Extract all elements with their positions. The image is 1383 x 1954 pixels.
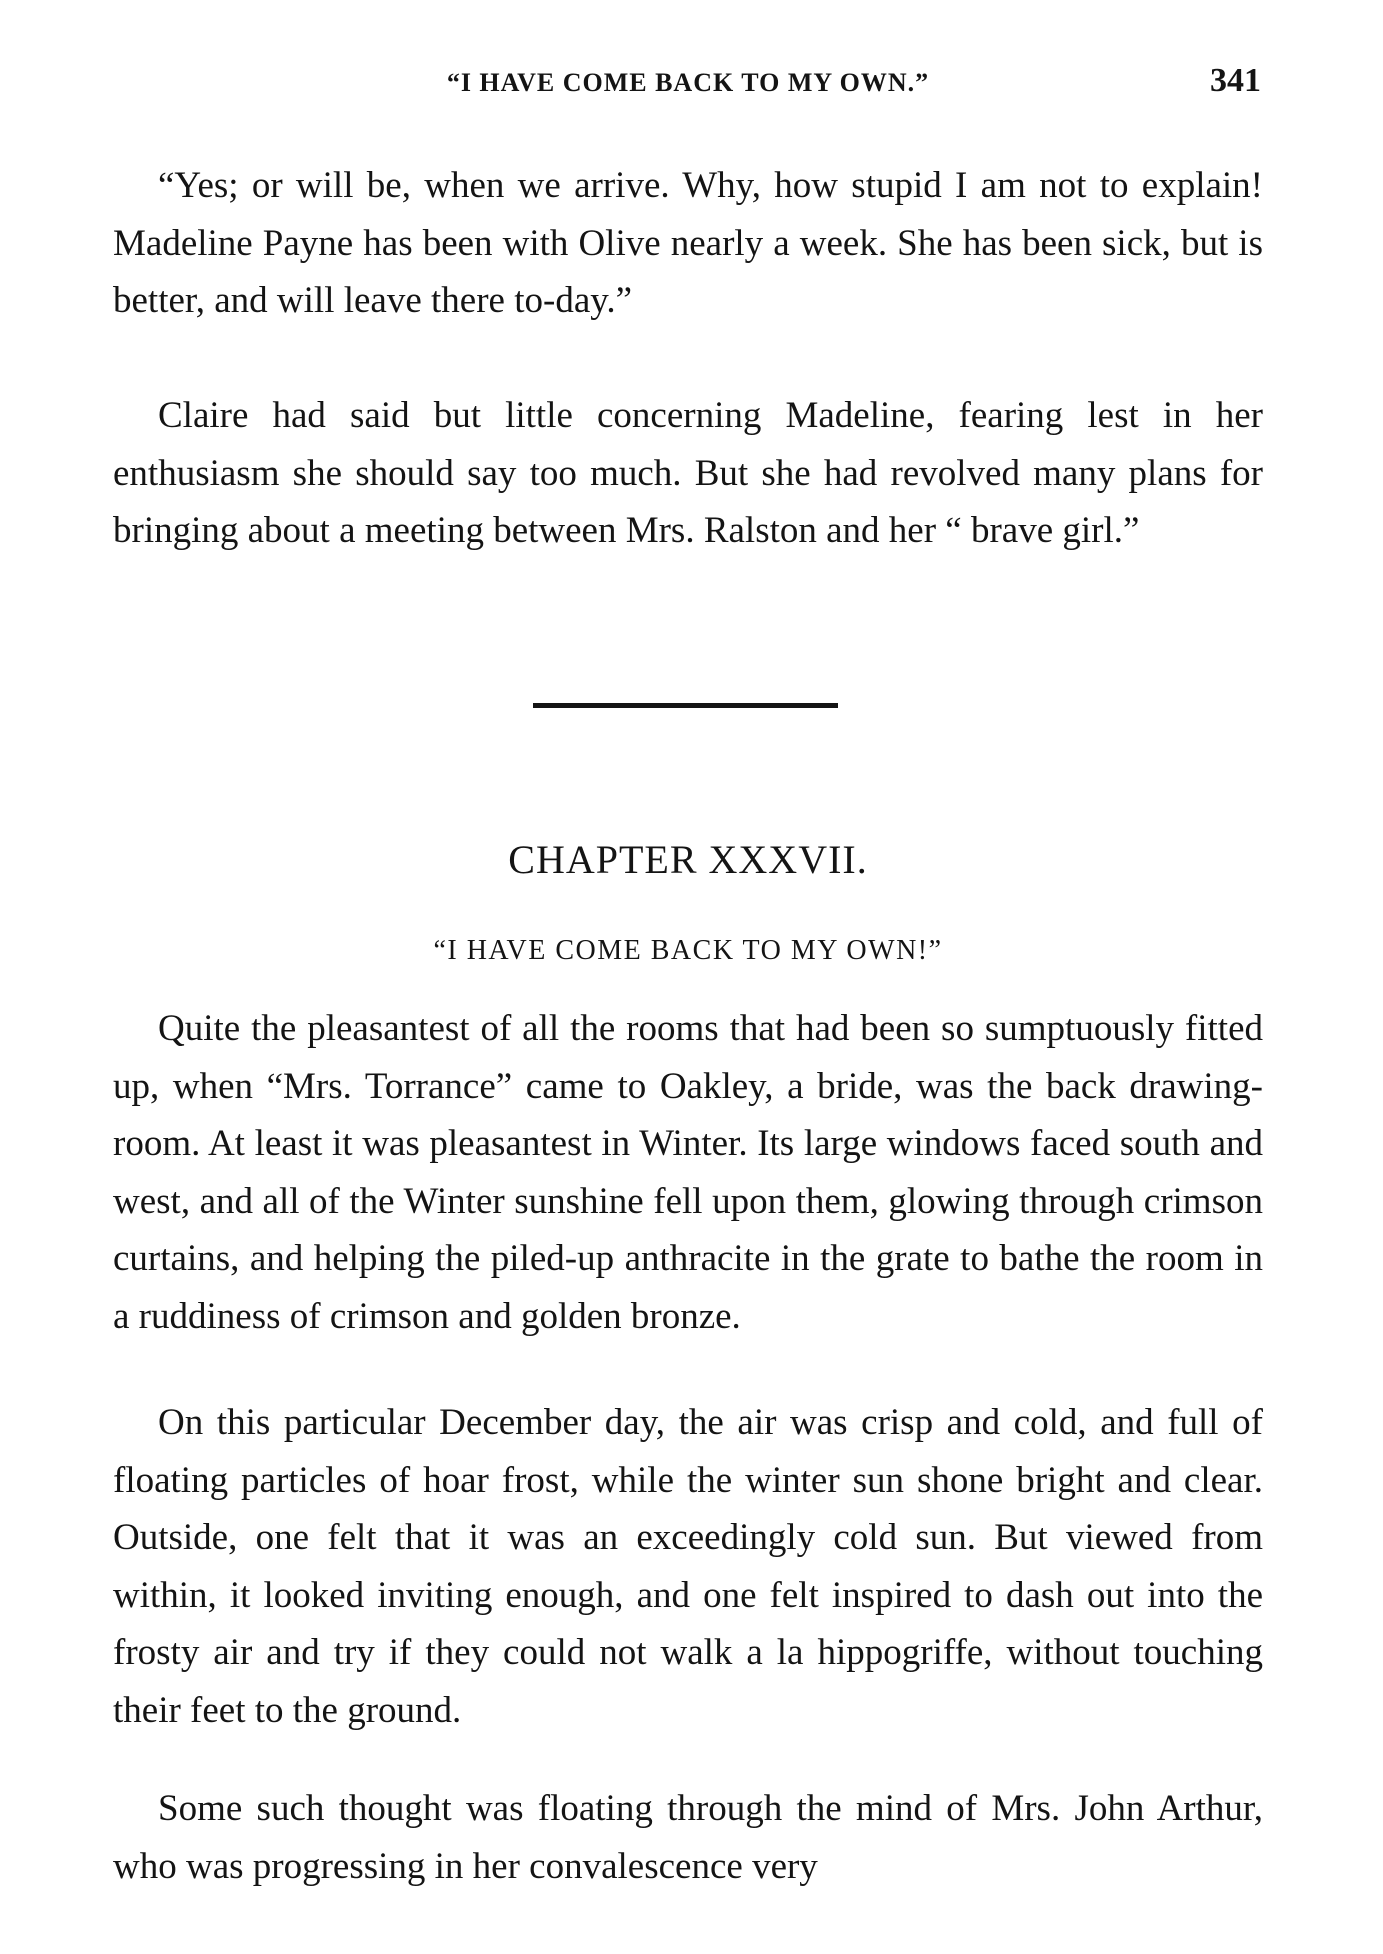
paragraph-claire: Claire had said but little concerning Madeline, fearing lest in her enthusiasm she should say too much. But she had revolved many plans for bringing about a meeting between Mrs. Ralston and her “ brave girl.” [113,395,1263,551]
page-number: 341 [1210,62,1261,99]
paragraph-december-day: On this particular December day, the air was crisp and cold, and full of floating particles of hoar frost, while the winter sun shone bright and clear. Outside, one felt that it was an exceedingly cold sun. But viewed from within, it looked inviting enough, and one felt inspired to dash out into the frosty air and try if they could not walk a la hippogriffe, without touching their feet to the ground. [113,1402,1263,1731]
chapter-title: CHAPTER XXXVII. [508,837,868,882]
running-head [113,62,1263,112]
paragraph-drawing-room: Quite the pleasantest of all the rooms that had been so sumptuously fitted up, when “Mrs. Torrance” came to Oakley, a bride, was the back drawing-room. At least it was pleasantest in Winter. Its large windows faced south and west, and all of the Winter sunshine fell upon them, glowing through crimson curtains, and helping the piled-up anthracite in the grate to bathe the room in a ruddiness of crimson and golden bronze. [113,1008,1263,1337]
chapter-subtitle: “I HAVE COME BACK TO MY OWN!” [433,935,943,966]
paragraph-mrs-john-arthur: Some such thought was floating through the mind of Mrs. John Arthur, who was progressing in her convalescence very [113,1788,1263,1887]
section-divider [533,703,838,708]
running-title: “I HAVE COME BACK TO MY OWN.” [446,68,930,97]
paragraph-dialogue: “Yes; or will be, when we arrive. Why, how stupid I am not to explain! Madeline Payne has been with Olive nearly a week. She has been sick, but is better, and will leave there to-day.” [113,165,1263,321]
book-page [113,0,1263,1954]
